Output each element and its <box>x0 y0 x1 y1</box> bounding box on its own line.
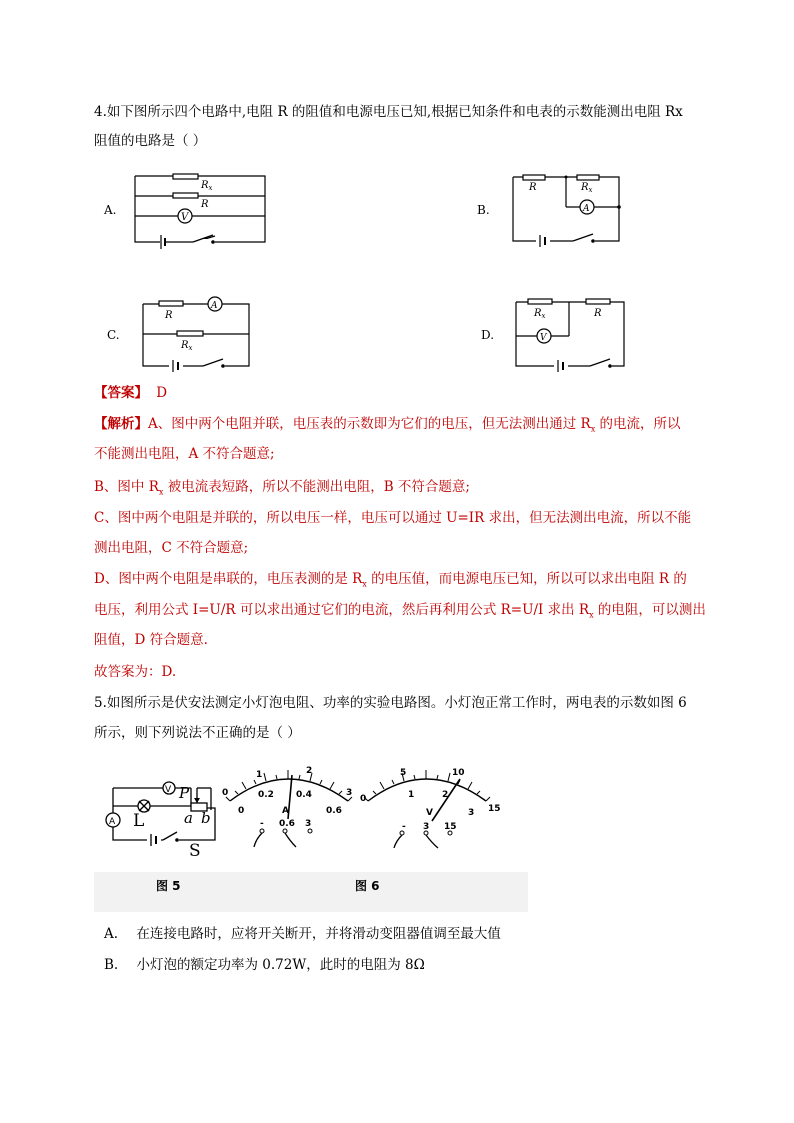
voltmeter-v: V <box>181 212 189 223</box>
svg-text:R: R <box>165 310 173 321</box>
svg-text:0: 0 <box>222 788 229 798</box>
svg-text:0: 0 <box>360 794 367 804</box>
q5-line2: 所示，则下列说法不正确的是（ ） <box>94 725 301 741</box>
q4-line2: 阻值的电路是（ ） <box>94 133 207 149</box>
svg-text:15: 15 <box>444 822 457 832</box>
q4-option-c-label: C. <box>107 328 120 342</box>
answer-value: D <box>156 385 168 401</box>
svg-text:Rx: $R_x$ <box>201 180 213 192</box>
label-s: S <box>189 841 201 861</box>
answer-tag: 【答案】 <box>94 385 148 401</box>
analysis-text-3a: B、图中 R <box>94 479 159 495</box>
ammeter-dial <box>222 763 357 848</box>
analysis-text-6a: D、图中两个电阻是串联的，电压表测的是 R <box>94 571 363 587</box>
q5-option-b <box>104 956 425 974</box>
figure-6-caption: 图 6 <box>355 879 380 893</box>
analysis-line7 <box>94 601 706 625</box>
q4-line1: 4.如下图所示四个电路中,电阻 R 的阻值和电源电压已知,根据已知条件和电表的示数能测出电阻 Rx <box>94 104 683 120</box>
q4-option-d-label: D. <box>481 328 495 342</box>
q5-option-a-text: 在连接电路时，应将开关断开，并将滑动变阻器值调至最大值 <box>136 926 501 942</box>
svg-text:10: 10 <box>452 768 465 778</box>
analysis-line4: C、图中两个电阻是并联的，所以电压一样，电压可以通过 U=IR 求出，但无法测出电流，所以不能 <box>94 510 692 526</box>
svg-text:3: 3 <box>346 788 353 798</box>
svg-text:R: R <box>594 308 602 319</box>
svg-text:A: A <box>583 204 590 214</box>
analysis-line3 <box>94 478 470 502</box>
svg-text:15: 15 <box>488 804 501 814</box>
analysis-line6 <box>94 570 687 594</box>
figure-5-caption: 图 5 <box>156 879 181 893</box>
svg-text:V: V <box>165 785 172 795</box>
svg-text:0: 0 <box>238 806 245 816</box>
svg-text:3: 3 <box>468 808 475 818</box>
svg-text:A: A <box>109 817 116 827</box>
analysis-line2: 不能测出电阻，A 不符合题意; <box>94 446 275 462</box>
label-b: b <box>201 809 211 827</box>
analysis-sub-7: x <box>589 610 594 620</box>
svg-text:A: A <box>211 301 218 311</box>
svg-text:0.6: 0.6 <box>326 806 342 816</box>
svg-text:2: 2 <box>306 766 313 776</box>
svg-text:Rx: $R_x$ <box>534 308 546 320</box>
analysis-sub-6: x <box>362 579 367 589</box>
svg-text:0.2: 0.2 <box>258 790 274 800</box>
analysis-text-7a: 电压，利用公式 I=U/R 可以求出通过它们的电流，然后再利用公式 R=U/I 求出 R <box>94 602 590 618</box>
svg-text:Rx: $R_x$ <box>581 182 593 194</box>
analysis-text-1-tail: 的电流，所以 <box>595 416 681 432</box>
analysis-text-6b: 的电压值，而电源电压已知，所以可以求出电阻 R 的 <box>366 571 687 587</box>
q5-option-a <box>104 925 501 943</box>
circuit-b <box>511 175 621 243</box>
q4-option-a-label: A. <box>104 203 117 217</box>
answer-line <box>94 384 167 402</box>
analysis-sub-3: x <box>158 487 164 497</box>
svg-text:5: 5 <box>400 768 407 778</box>
svg-text:Rx: $R_x$ <box>181 340 193 352</box>
svg-text:-: - <box>260 819 264 829</box>
svg-text:V: V <box>426 808 433 818</box>
q5-option-a-label: A. <box>104 926 119 942</box>
svg-text:0.4: 0.4 <box>296 790 312 800</box>
voltmeter-dial <box>360 763 500 848</box>
q5-line1: 5.如图所示是伏安法测定小灯泡电阻、功率的实验电路图。小灯泡正常工作时，两电表的示数如图 6 <box>94 695 687 711</box>
svg-text:1: 1 <box>256 770 263 780</box>
analysis-text-1: A、图中两个电阻并联，电压表的示数即为它们的电压，但无法测出通过 R <box>148 416 591 432</box>
svg-text:R: R <box>201 199 209 210</box>
circuit-a <box>133 174 268 244</box>
circuit-d <box>514 296 628 368</box>
svg-text:A: A <box>282 806 289 816</box>
svg-text:-: - <box>402 822 406 832</box>
q5-option-b-text: 小灯泡的额定功率为 0.72W，此时的电阻为 8Ω <box>136 957 425 973</box>
analysis-sub-1: x <box>590 424 596 434</box>
analysis-line8: 阻值，D 符合题意. <box>94 632 208 648</box>
q5-option-b-label: B. <box>104 957 119 973</box>
label-p: P <box>179 784 190 802</box>
circuit-c <box>141 296 253 368</box>
q4-option-b-label: B. <box>477 203 490 217</box>
label-l: L <box>133 811 145 831</box>
svg-text:1: 1 <box>408 790 415 800</box>
analysis-tag: 【解析】 <box>94 416 148 432</box>
svg-text:2: 2 <box>442 790 449 800</box>
svg-text:R: R <box>529 182 537 193</box>
svg-text:V: V <box>540 333 547 343</box>
svg-text:3: 3 <box>305 819 312 829</box>
analysis-line9: 故答案为：D. <box>94 664 177 680</box>
analysis-text-3b: 被电流表短路，所以不能测出电阻，B 不符合题意; <box>163 479 470 495</box>
analysis-line1 <box>94 415 681 439</box>
svg-text:3: 3 <box>423 822 430 832</box>
label-a: a <box>184 809 193 827</box>
figure-5-circuit <box>103 770 223 861</box>
svg-text:0.6: 0.6 <box>279 819 295 829</box>
analysis-line5: 测出电阻，C 不符合题意; <box>94 540 249 556</box>
analysis-text-7b: 的电阻，可以测出 <box>593 602 706 618</box>
